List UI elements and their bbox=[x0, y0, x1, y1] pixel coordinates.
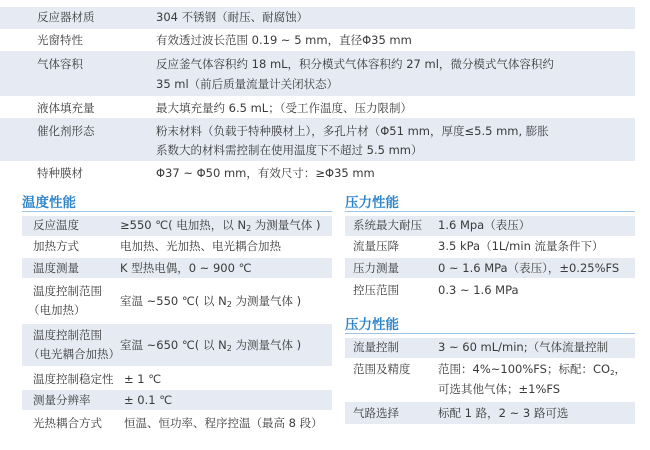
row-label: 流量控制 bbox=[353, 340, 399, 354]
pressure-divider bbox=[345, 211, 635, 212]
temp-row bbox=[22, 324, 332, 366]
row-value-line1: 反应釜气体容积约 18 mL，积分模式气体容积约 27 ml，微分模式气体容积约 bbox=[156, 57, 554, 71]
row-label: 液体填充量 bbox=[37, 101, 95, 115]
row-value: 电加热、光加热、电光耦合加热 bbox=[120, 239, 281, 253]
row-value: ≥550 ℃( 电加热，以 $N_2$ 为测量气体 ) bbox=[120, 218, 321, 233]
row-label: 范围及精度 bbox=[353, 362, 411, 376]
flow-section-title: 压力性能 bbox=[345, 317, 399, 333]
row-label: 反应器材质 bbox=[37, 10, 95, 24]
row-value: 304 不锈钢（耐压、耐腐蚀） bbox=[156, 10, 309, 24]
pressure-row bbox=[345, 236, 635, 256]
temp-row bbox=[22, 280, 332, 322]
row-label: 气体容积 bbox=[37, 57, 83, 71]
flow-row bbox=[345, 338, 635, 358]
row-catalyst bbox=[0, 118, 635, 161]
row-value-line2: 35 ml（前后质量流量计关闭状态） bbox=[156, 77, 339, 91]
temp-row bbox=[22, 258, 332, 278]
row-value: 最大填充量约 6.5 mL；（受工作温度、压力限制） bbox=[156, 101, 412, 115]
pressure-section-title: 压力性能 bbox=[345, 195, 399, 211]
row-label: 加热方式 bbox=[33, 239, 79, 253]
pressure-row bbox=[345, 258, 635, 278]
row-window bbox=[0, 29, 635, 51]
flow-row bbox=[345, 402, 635, 424]
row-value: 0.3 ~ 1.6 MPa bbox=[438, 283, 519, 297]
temp-row bbox=[22, 412, 332, 434]
row-value: 3.5 kPa（1L/min 流量条件下） bbox=[438, 239, 604, 253]
temp-section-title: 温度性能 bbox=[22, 195, 76, 211]
row-liquid-fill bbox=[0, 96, 635, 118]
row-label-line1: 温度控制范围 bbox=[33, 328, 102, 342]
temp-divider bbox=[22, 211, 332, 212]
flow-row bbox=[345, 358, 635, 400]
row-label: 流量压降 bbox=[353, 239, 399, 253]
row-value: 0 ~ 1.6 MPa（表压），±0.25%FS bbox=[438, 261, 620, 275]
row-label-line2: （电加热） bbox=[28, 303, 86, 317]
row-value: 室温 ~650 ℃( 以 $N_2$ 为测量气体 ) bbox=[120, 338, 302, 353]
row-label: 测量分辨率 bbox=[33, 393, 91, 407]
row-label: 温度控制稳定性 bbox=[33, 372, 114, 386]
row-label: 系统最大耐压 bbox=[353, 218, 422, 232]
row-value-line1: 粉末材料（负载于特种膜材上），多孔片材（Φ51 mm，厚度≤5.5 mm, 膨胀 bbox=[156, 124, 549, 138]
row-material bbox=[0, 7, 635, 29]
row-value: 3 ~ 60 mL/min;（气体流量控制 bbox=[438, 340, 609, 354]
row-label: 催化剂形态 bbox=[37, 124, 95, 138]
row-value: ± 0.1 ℃ bbox=[124, 393, 173, 407]
row-value: 标配 1 路，2 ~ 3 路可选 bbox=[438, 406, 569, 420]
temp-row bbox=[22, 390, 332, 410]
row-value: 1.6 Mpa（表压） bbox=[438, 218, 531, 232]
row-value: Φ37 ~ Φ50 mm，有效尺寸：≥Φ35 mm bbox=[156, 166, 375, 180]
flow-divider bbox=[345, 333, 635, 334]
row-label-line2: （电光耦合加热） bbox=[28, 347, 120, 361]
row-value-line2: 可选其他气体；±1%FS bbox=[438, 382, 561, 396]
row-value: 室温 ~550 ℃( 以 $N_2$ 为测量气体 ) bbox=[120, 294, 302, 309]
row-membrane bbox=[0, 161, 635, 183]
row-label: 气路选择 bbox=[353, 406, 399, 420]
row-label-line1: 温度控制范围 bbox=[33, 284, 102, 298]
row-value: 有效透过波长范围 0.19 ~ 5 mm，直径Φ35 mm bbox=[156, 33, 412, 47]
row-label: 压力测量 bbox=[353, 261, 399, 275]
temp-row bbox=[22, 236, 332, 256]
row-gas-volume bbox=[0, 51, 635, 96]
temp-row bbox=[22, 368, 332, 388]
temp-row bbox=[22, 216, 332, 236]
row-value-line2: 系数大的材料需控制在使用温度下不超过 5.5 mm） bbox=[156, 143, 423, 157]
pressure-row bbox=[345, 280, 635, 300]
row-label: 光窗特性 bbox=[37, 33, 83, 47]
row-value-line1: 范围：4%~100%FS；标配：$CO_2$， bbox=[438, 362, 627, 377]
row-label: 特种膜材 bbox=[37, 166, 83, 180]
row-label: 控压范围 bbox=[353, 283, 399, 297]
row-value: 恒温、恒功率、程序控温（最高 8 段） bbox=[124, 416, 323, 430]
row-label: 光热耦合方式 bbox=[33, 416, 102, 430]
row-label: 温度测量 bbox=[33, 261, 79, 275]
pressure-row bbox=[345, 216, 635, 236]
row-value: ± 1 ℃ bbox=[124, 372, 162, 386]
row-label: 反应温度 bbox=[33, 218, 79, 232]
row-value: K 型热电偶，0 ~ 900 ℃ bbox=[120, 261, 252, 275]
